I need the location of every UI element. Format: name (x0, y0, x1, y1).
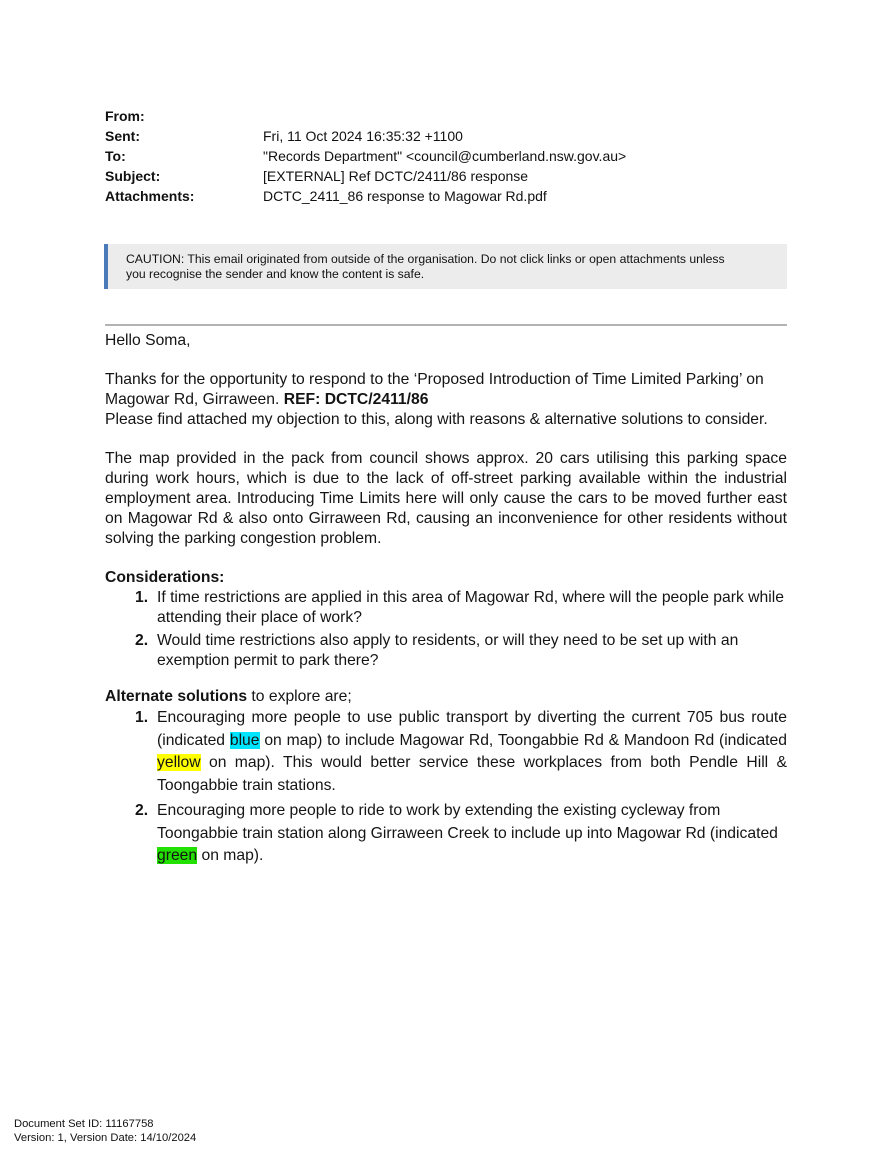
list-item: 1. Encouraging more people to use public transport by diverting the current 705 bus route (indicated blue on map) to include Magowar Rd, Toongabbie Rd & Mandoon Rd (indicated yellow on map). This would better service these workplaces from both Pendle Hill & Toongabbie train stations. (135, 709, 787, 794)
list-item: 2. Encouraging more people to ride to work by extending the existing cycleway from Toongabbie train station along Girraween Creek to include up into Magowar Rd (indicated green on map). (135, 802, 778, 864)
attachments-row (105, 186, 626, 206)
highlight-yellow: yellow (157, 754, 201, 771)
objection-text: Please find attached my objection to this, along with reasons & alternative solutions to consider. (105, 411, 768, 428)
considerations-heading: Considerations: (105, 569, 225, 586)
document-footer (14, 1117, 196, 1145)
sent-row (105, 126, 626, 146)
considerations-list (105, 588, 787, 671)
subject-value: [EXTERNAL] Ref DCTC/2411/86 response (263, 168, 529, 184)
email-header (105, 106, 626, 206)
highlight-green: green (157, 847, 198, 864)
to-label: To: (105, 148, 126, 164)
reference-number: REF: DCTC/2411/86 (283, 391, 429, 408)
greeting: Hello Soma, (105, 332, 191, 349)
intro-text: Thanks for the opportunity to respond to the ‘Proposed Introduction of Time Limited Parking’ on Magowar Rd, Girraween. (105, 371, 764, 408)
highlight-blue: blue (229, 731, 260, 749)
email-body (105, 331, 787, 871)
list-item: 2. Would time restrictions also apply to residents, or will they need to be set up with an exemption permit to park there? (135, 632, 739, 669)
sent-label: Sent: (105, 128, 140, 144)
divider (105, 324, 787, 326)
intro-paragraph (105, 370, 787, 410)
subject-row (105, 166, 626, 186)
attachments-label: Attachments: (105, 188, 195, 204)
list-item: 1. If time restrictions are applied in this area of Magowar Rd, where will the people park while attending their place of work? (135, 589, 784, 626)
sent-value: Fri, 11 Oct 2024 16:35:32 +1100 (263, 128, 463, 144)
subject-label: Subject: (105, 168, 161, 184)
caution-banner (104, 244, 787, 289)
to-row (105, 146, 626, 166)
from-label: From: (105, 108, 145, 124)
alternate-heading: Alternate solutions to explore are; (105, 688, 352, 705)
from-row (105, 106, 626, 126)
attachment-name: DCTC_2411_86 response to Magowar Rd.pdf (263, 188, 547, 204)
caution-line-1: CAUTION: This email originated from outside of the organisation. Do not click links or open attachments unless (126, 252, 725, 266)
alternate-solutions-list (105, 707, 787, 868)
map-paragraph: The map provided in the pack from council shows approx. 20 cars utilising this parking space during work hours, which is due to the lack of off-street parking available within the industrial employment area. Introducing Time Limits here will only cause the cars to be moved further east on Magowar Rd & also onto Girraween Rd, causing an inconvenience for other residents without solving the parking congestion problem. (105, 450, 787, 547)
caution-line-2: you recognise the sender and know the content is safe. (126, 267, 425, 281)
to-value: "Records Department" <council@cumberland.nsw.gov.au> (263, 148, 627, 164)
version-info: Version: 1, Version Date: 14/10/2024 (14, 1132, 197, 1144)
document-set-id: Document Set ID: 11167758 (14, 1118, 154, 1130)
